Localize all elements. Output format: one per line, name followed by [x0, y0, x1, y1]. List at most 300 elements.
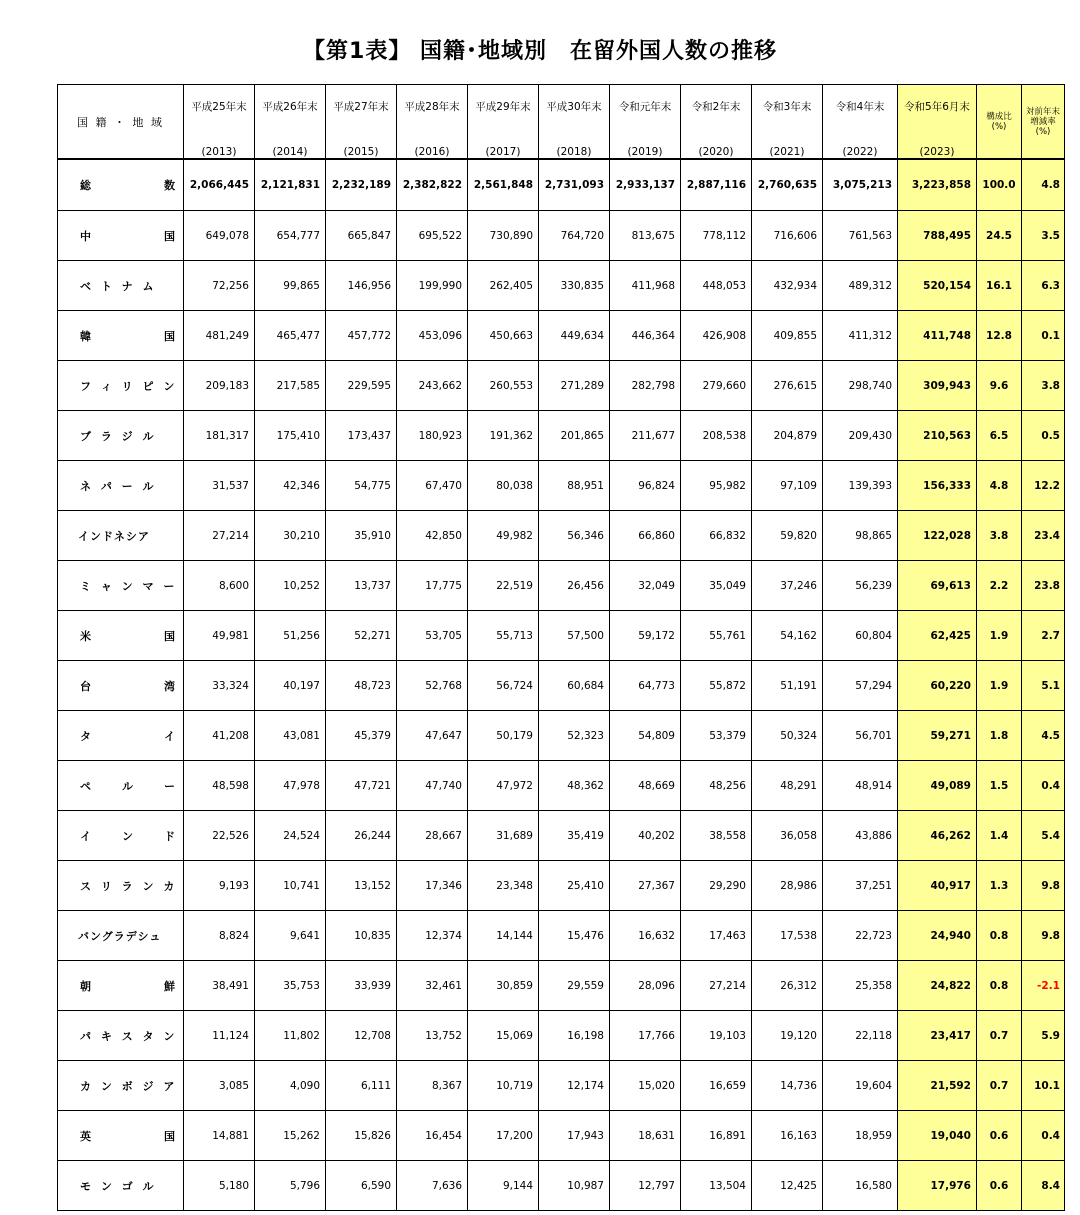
year-label: 平成30年末: [546, 101, 602, 113]
value-cell: 9,193: [184, 861, 255, 911]
value-cell: 5,180: [184, 1161, 255, 1211]
value-cell: 57,500: [539, 611, 610, 661]
value-cell: 6,590: [326, 1161, 397, 1211]
value-cell: 31,689: [468, 811, 539, 861]
table-body: [58, 85, 1065, 1211]
value-cell: 47,647: [397, 711, 468, 761]
value-cell: 12,374: [397, 911, 468, 961]
change-cell: 0.1: [1022, 311, 1065, 361]
ratio-cell: 3.8: [977, 511, 1022, 561]
value-cell: 28,986: [752, 861, 823, 911]
value-cell: 450,663: [468, 311, 539, 361]
value-2023: 59,271: [898, 711, 977, 761]
value-cell: 56,239: [823, 561, 898, 611]
value-cell: 201,865: [539, 411, 610, 461]
value-cell: 12,708: [326, 1011, 397, 1061]
value-cell: 2,887,116: [681, 159, 752, 211]
value-cell: 16,891: [681, 1111, 752, 1161]
table-row: [58, 561, 1065, 611]
value-cell: 88,951: [539, 461, 610, 511]
change-cell: 23.4: [1022, 511, 1065, 561]
value-cell: 3,075,213: [823, 159, 898, 211]
table-row: [58, 311, 1065, 361]
change-cell: 10.1: [1022, 1061, 1065, 1111]
value-cell: 35,910: [326, 511, 397, 561]
value-cell: 181,317: [184, 411, 255, 461]
value-cell: 52,271: [326, 611, 397, 661]
value-cell: 16,163: [752, 1111, 823, 1161]
value-cell: 695,522: [397, 211, 468, 261]
value-cell: 262,405: [468, 261, 539, 311]
value-cell: 813,675: [610, 211, 681, 261]
value-cell: 25,358: [823, 961, 898, 1011]
value-cell: 48,256: [681, 761, 752, 811]
value-cell: 18,631: [610, 1111, 681, 1161]
value-cell: 55,872: [681, 661, 752, 711]
value-2023: 40,917: [898, 861, 977, 911]
value-cell: 56,346: [539, 511, 610, 561]
value-cell: 13,752: [397, 1011, 468, 1061]
value-cell: 57,294: [823, 661, 898, 711]
value-cell: 2,232,189: [326, 159, 397, 211]
value-cell: 6,111: [326, 1061, 397, 1111]
value-cell: 56,701: [823, 711, 898, 761]
table-header-row: [58, 85, 1065, 160]
column-header-year: [823, 85, 898, 160]
change-cell: 5.1: [1022, 661, 1065, 711]
value-cell: 8,600: [184, 561, 255, 611]
value-cell: 55,713: [468, 611, 539, 661]
column-header-year: [539, 85, 610, 160]
value-cell: 38,491: [184, 961, 255, 1011]
value-cell: 453,096: [397, 311, 468, 361]
value-cell: 53,705: [397, 611, 468, 661]
value-cell: 180,923: [397, 411, 468, 461]
ratio-cell: 12.8: [977, 311, 1022, 361]
value-cell: 16,454: [397, 1111, 468, 1161]
ratio-cell: 1.5: [977, 761, 1022, 811]
ratio-cell: 16.1: [977, 261, 1022, 311]
change-cell: 4.5: [1022, 711, 1065, 761]
value-cell: 229,595: [326, 361, 397, 411]
value-cell: 2,731,093: [539, 159, 610, 211]
table-row: [58, 211, 1065, 261]
year-western: (2014): [272, 146, 308, 158]
country-name: 韓 国: [58, 311, 184, 361]
year-western: (2016): [414, 146, 450, 158]
table-row: [58, 511, 1065, 561]
table-row: [58, 461, 1065, 511]
country-name: タ イ: [58, 711, 184, 761]
column-header-year: [397, 85, 468, 160]
value-cell: 199,990: [397, 261, 468, 311]
ratio-cell: 1.9: [977, 611, 1022, 661]
value-cell: 16,632: [610, 911, 681, 961]
value-cell: 42,850: [397, 511, 468, 561]
value-cell: 52,768: [397, 661, 468, 711]
value-cell: 654,777: [255, 211, 326, 261]
ratio-cell: 0.8: [977, 961, 1022, 1011]
value-cell: 35,419: [539, 811, 610, 861]
value-cell: 12,425: [752, 1161, 823, 1211]
table-row: [58, 811, 1065, 861]
value-cell: 11,802: [255, 1011, 326, 1061]
value-cell: 9,144: [468, 1161, 539, 1211]
change-cell: 8.4: [1022, 1161, 1065, 1211]
value-cell: 32,049: [610, 561, 681, 611]
column-header-year: [184, 85, 255, 160]
value-cell: 5,796: [255, 1161, 326, 1211]
table-row: [58, 861, 1065, 911]
value-cell: 19,103: [681, 1011, 752, 1061]
value-cell: 3,085: [184, 1061, 255, 1111]
country-name: イ ン ド: [58, 811, 184, 861]
value-cell: 716,606: [752, 211, 823, 261]
value-cell: 14,881: [184, 1111, 255, 1161]
value-cell: 175,410: [255, 411, 326, 461]
value-2023: 156,333: [898, 461, 977, 511]
value-cell: 48,669: [610, 761, 681, 811]
value-cell: 260,553: [468, 361, 539, 411]
country-name: ブ ラ ジ ル: [58, 411, 184, 461]
column-header-year: [468, 85, 539, 160]
value-2023: 62,425: [898, 611, 977, 661]
table-row: [58, 411, 1065, 461]
ratio-cell: 100.0: [977, 159, 1022, 211]
ratio-cell: 1.3: [977, 861, 1022, 911]
table-row: [58, 711, 1065, 761]
value-cell: 98,865: [823, 511, 898, 561]
value-cell: 279,660: [681, 361, 752, 411]
ratio-cell: 9.6: [977, 361, 1022, 411]
year-label: 平成26年末: [262, 101, 318, 113]
year-western: (2015): [343, 146, 379, 158]
ratio-cell: 1.9: [977, 661, 1022, 711]
value-cell: 59,820: [752, 511, 823, 561]
value-cell: 30,210: [255, 511, 326, 561]
value-2023: 24,822: [898, 961, 977, 1011]
value-cell: 26,456: [539, 561, 610, 611]
value-cell: 15,020: [610, 1061, 681, 1111]
value-cell: 15,262: [255, 1111, 326, 1161]
value-cell: 27,367: [610, 861, 681, 911]
value-cell: 25,410: [539, 861, 610, 911]
value-cell: 665,847: [326, 211, 397, 261]
country-name: ネ パ ー ル: [58, 461, 184, 511]
value-cell: 60,684: [539, 661, 610, 711]
value-cell: 24,524: [255, 811, 326, 861]
value-cell: 457,772: [326, 311, 397, 361]
ratio-cell: 4.8: [977, 461, 1022, 511]
column-header-year: [898, 85, 977, 160]
column-header-ratio: 構成比 (%): [977, 85, 1022, 160]
ratio-cell: 1.4: [977, 811, 1022, 861]
value-cell: 27,214: [681, 961, 752, 1011]
ratio-cell: 6.5: [977, 411, 1022, 461]
value-cell: 30,859: [468, 961, 539, 1011]
change-cell: 9.8: [1022, 911, 1065, 961]
year-western: (2023): [919, 146, 955, 158]
value-cell: 12,797: [610, 1161, 681, 1211]
table-row: [58, 911, 1065, 961]
value-cell: 22,118: [823, 1011, 898, 1061]
value-cell: 29,559: [539, 961, 610, 1011]
value-cell: 47,972: [468, 761, 539, 811]
column-header-year: [752, 85, 823, 160]
value-cell: 191,362: [468, 411, 539, 461]
value-cell: 52,323: [539, 711, 610, 761]
value-2023: 60,220: [898, 661, 977, 711]
value-cell: 2,933,137: [610, 159, 681, 211]
table-row: [58, 761, 1065, 811]
year-label: 平成28年末: [404, 101, 460, 113]
value-cell: 17,943: [539, 1111, 610, 1161]
ratio-cell: 0.6: [977, 1111, 1022, 1161]
ratio-cell: 0.7: [977, 1061, 1022, 1111]
value-2023: 23,417: [898, 1011, 977, 1061]
country-name: 総 数: [58, 159, 184, 211]
year-label: 令和5年6月末: [904, 101, 970, 113]
value-cell: 80,038: [468, 461, 539, 511]
country-name: 中 国: [58, 211, 184, 261]
table-row: [58, 1061, 1065, 1111]
value-cell: 35,049: [681, 561, 752, 611]
column-header-year: [681, 85, 752, 160]
value-cell: 778,112: [681, 211, 752, 261]
value-cell: 19,604: [823, 1061, 898, 1111]
value-2023: 46,262: [898, 811, 977, 861]
value-cell: 411,968: [610, 261, 681, 311]
value-cell: 146,956: [326, 261, 397, 311]
ratio-cell: 0.8: [977, 911, 1022, 961]
value-2023: 122,028: [898, 511, 977, 561]
value-cell: 2,760,635: [752, 159, 823, 211]
country-name: フ ィ リ ピ ン: [58, 361, 184, 411]
page-title: 【第1表】 国籍･地域別 在留外国人数の推移: [303, 39, 777, 64]
change-cell: 6.3: [1022, 261, 1065, 311]
value-2023: 520,154: [898, 261, 977, 311]
table-row: [58, 261, 1065, 311]
table-row: [58, 1111, 1065, 1161]
value-cell: 7,636: [397, 1161, 468, 1211]
value-cell: 29,290: [681, 861, 752, 911]
column-header-year: [255, 85, 326, 160]
value-cell: 764,720: [539, 211, 610, 261]
value-cell: 54,809: [610, 711, 681, 761]
value-cell: 36,058: [752, 811, 823, 861]
value-cell: 15,476: [539, 911, 610, 961]
value-cell: 95,982: [681, 461, 752, 511]
country-name: 英 国: [58, 1111, 184, 1161]
value-cell: 15,069: [468, 1011, 539, 1061]
table-row: [58, 1161, 1065, 1211]
country-name: ペ ル ー: [58, 761, 184, 811]
value-cell: 426,908: [681, 311, 752, 361]
value-cell: 16,198: [539, 1011, 610, 1061]
country-name: カ ン ボ ジ ア: [58, 1061, 184, 1111]
value-cell: 37,246: [752, 561, 823, 611]
value-cell: 48,291: [752, 761, 823, 811]
value-cell: 56,724: [468, 661, 539, 711]
value-2023: 49,089: [898, 761, 977, 811]
value-2023: 24,940: [898, 911, 977, 961]
value-cell: 17,538: [752, 911, 823, 961]
value-cell: 26,244: [326, 811, 397, 861]
column-header-change: 対前年末 増減率 (%): [1022, 85, 1065, 160]
value-cell: 17,463: [681, 911, 752, 961]
country-name: 米 国: [58, 611, 184, 661]
value-cell: 43,081: [255, 711, 326, 761]
country-name: 朝 鮮: [58, 961, 184, 1011]
year-western: (2021): [769, 146, 805, 158]
value-cell: 96,824: [610, 461, 681, 511]
value-cell: 33,324: [184, 661, 255, 711]
value-cell: 16,580: [823, 1161, 898, 1211]
value-cell: 45,379: [326, 711, 397, 761]
value-cell: 48,362: [539, 761, 610, 811]
value-cell: 28,096: [610, 961, 681, 1011]
value-cell: 298,740: [823, 361, 898, 411]
value-2023: 788,495: [898, 211, 977, 261]
value-cell: 48,723: [326, 661, 397, 711]
value-cell: 17,346: [397, 861, 468, 911]
value-cell: 481,249: [184, 311, 255, 361]
change-cell: 23.8: [1022, 561, 1065, 611]
change-cell: 4.8: [1022, 159, 1065, 211]
year-western: (2017): [485, 146, 521, 158]
value-cell: 446,364: [610, 311, 681, 361]
value-cell: 432,934: [752, 261, 823, 311]
value-cell: 217,585: [255, 361, 326, 411]
column-header-year: [326, 85, 397, 160]
value-cell: 47,740: [397, 761, 468, 811]
ratio-cell: 24.5: [977, 211, 1022, 261]
country-name: パ キ ス タ ン: [58, 1011, 184, 1061]
value-cell: 8,367: [397, 1061, 468, 1111]
value-cell: 50,324: [752, 711, 823, 761]
year-label: 令和3年末: [762, 101, 812, 113]
value-cell: 4,090: [255, 1061, 326, 1111]
value-cell: 49,981: [184, 611, 255, 661]
value-cell: 209,183: [184, 361, 255, 411]
change-cell: 0.5: [1022, 411, 1065, 461]
value-2023: 210,563: [898, 411, 977, 461]
year-label: 令和4年末: [835, 101, 885, 113]
year-label: 平成29年末: [475, 101, 531, 113]
value-cell: 2,121,831: [255, 159, 326, 211]
value-cell: 13,737: [326, 561, 397, 611]
country-name: ベ ト ナ ム: [58, 261, 184, 311]
value-2023: 3,223,858: [898, 159, 977, 211]
value-cell: 2,066,445: [184, 159, 255, 211]
ratio-cell: 0.6: [977, 1161, 1022, 1211]
value-2023: 21,592: [898, 1061, 977, 1111]
value-cell: 10,987: [539, 1161, 610, 1211]
value-cell: 208,538: [681, 411, 752, 461]
table-row: [58, 611, 1065, 661]
change-cell: 9.8: [1022, 861, 1065, 911]
year-western: (2020): [698, 146, 734, 158]
change-cell: 0.4: [1022, 1111, 1065, 1161]
change-cell: 12.2: [1022, 461, 1065, 511]
value-cell: 33,939: [326, 961, 397, 1011]
value-cell: 330,835: [539, 261, 610, 311]
ratio-cell: 2.2: [977, 561, 1022, 611]
value-cell: 10,835: [326, 911, 397, 961]
year-western: (2019): [627, 146, 663, 158]
value-cell: 64,773: [610, 661, 681, 711]
value-cell: 53,379: [681, 711, 752, 761]
value-2023: 19,040: [898, 1111, 977, 1161]
value-cell: 14,144: [468, 911, 539, 961]
value-cell: 28,667: [397, 811, 468, 861]
value-cell: 51,256: [255, 611, 326, 661]
value-cell: 12,174: [539, 1061, 610, 1111]
value-cell: 19,120: [752, 1011, 823, 1061]
value-cell: 489,312: [823, 261, 898, 311]
country-name: インドネシア: [58, 511, 184, 561]
value-cell: 42,346: [255, 461, 326, 511]
total-row: [58, 159, 1065, 211]
value-cell: 35,753: [255, 961, 326, 1011]
value-cell: 54,775: [326, 461, 397, 511]
value-cell: 22,519: [468, 561, 539, 611]
value-cell: 47,721: [326, 761, 397, 811]
value-cell: 59,172: [610, 611, 681, 661]
value-cell: 17,775: [397, 561, 468, 611]
value-cell: 23,348: [468, 861, 539, 911]
value-cell: 10,719: [468, 1061, 539, 1111]
value-cell: 9,641: [255, 911, 326, 961]
value-cell: 97,109: [752, 461, 823, 511]
value-cell: 67,470: [397, 461, 468, 511]
table-row: [58, 961, 1065, 1011]
value-cell: 31,537: [184, 461, 255, 511]
value-cell: 43,886: [823, 811, 898, 861]
column-header-country: 国 籍 ・ 地 域: [58, 85, 184, 160]
country-name: バングラデシュ: [58, 911, 184, 961]
value-cell: 72,256: [184, 261, 255, 311]
value-cell: 48,598: [184, 761, 255, 811]
year-label: 平成25年末: [191, 101, 247, 113]
value-cell: 37,251: [823, 861, 898, 911]
value-cell: 465,477: [255, 311, 326, 361]
change-cell: 2.7: [1022, 611, 1065, 661]
value-cell: 40,202: [610, 811, 681, 861]
country-name: ス リ ラ ン カ: [58, 861, 184, 911]
value-cell: 204,879: [752, 411, 823, 461]
value-cell: 41,208: [184, 711, 255, 761]
year-western: (2022): [842, 146, 878, 158]
value-cell: 8,824: [184, 911, 255, 961]
value-cell: 27,214: [184, 511, 255, 561]
value-cell: 13,152: [326, 861, 397, 911]
value-cell: 448,053: [681, 261, 752, 311]
ratio-cell: 1.8: [977, 711, 1022, 761]
table-row: [58, 661, 1065, 711]
year-label: 平成27年末: [333, 101, 389, 113]
country-name: ミ ャ ン マ ー: [58, 561, 184, 611]
value-cell: 10,741: [255, 861, 326, 911]
value-cell: 32,461: [397, 961, 468, 1011]
value-cell: 22,723: [823, 911, 898, 961]
change-cell: 3.8: [1022, 361, 1065, 411]
value-cell: 14,736: [752, 1061, 823, 1111]
change-cell: 0.4: [1022, 761, 1065, 811]
value-cell: 22,526: [184, 811, 255, 861]
value-cell: 276,615: [752, 361, 823, 411]
value-2023: 17,976: [898, 1161, 977, 1211]
